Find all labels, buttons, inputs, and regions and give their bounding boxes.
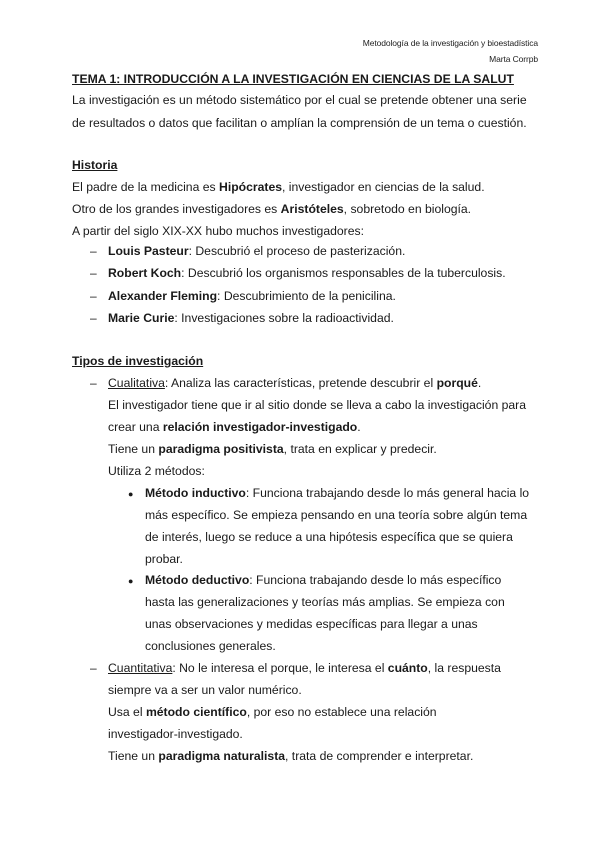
cuantitativa-line-1: Cuantitativa: No le interesa el porque, le interesa el cuánto, la respuesta xyxy=(108,661,501,675)
inductivo-line-2: más específico. Se empieza pensando en una teoría sobre algún tema xyxy=(145,508,528,522)
cualitativa-line-3: crear una relación investigador-investigado. xyxy=(108,420,361,434)
hipocrates-name: Hipócrates xyxy=(219,180,283,194)
intro-line-1: La investigación es un método sistemático por el cual se pretende obtener una serie xyxy=(72,93,527,107)
cualitativa-line-1: Cualitativa: Analiza las características, pretende descubrir el porqué. xyxy=(108,376,482,390)
investigator-item: Louis Pasteur: Descubrió el proceso de pasterización. xyxy=(108,244,406,258)
aristoteles-name: Aristóteles xyxy=(280,202,344,216)
investigator-item: Marie Curie: Investigaciones sobre la radioactividad. xyxy=(108,311,394,325)
cuantitativa-label: Cuantitativa xyxy=(108,661,173,675)
dash-bullet-icon: – xyxy=(90,289,97,303)
historia-paragraph-3: A partir del siglo XIX-XX hubo muchos investigadores: xyxy=(72,224,364,238)
inductivo-line-3: de interés, luego se reduce a una hipótesis específica que se quiera xyxy=(145,530,513,544)
deductivo-line-1: Método deductivo: Funciona trabajando desde lo más específico xyxy=(145,573,502,587)
deductivo-line-2: hasta las generalizaciones y teorías más amplias. Se empieza con xyxy=(145,595,505,609)
dash-bullet-icon: – xyxy=(90,266,97,280)
document-title: TEMA 1: INTRODUCCIÓN A LA INVESTIGACIÓN EN CIENCIAS DE LA SALUT xyxy=(72,72,514,86)
cuantitativa-line-4: investigador-investigado. xyxy=(108,727,243,741)
deductivo-line-3: unas observaciones y medidas específicas para llegar a unas xyxy=(145,617,478,631)
historia-heading: Historia xyxy=(72,158,118,172)
cualitativa-line-5: Utiliza 2 métodos: xyxy=(108,464,205,478)
cualitativa-label: Cualitativa xyxy=(108,376,165,390)
tipos-heading: Tipos de investigación xyxy=(72,354,204,368)
cualitativa-line-2: El investigador tiene que ir al sitio donde se lleva a cabo la investigación para xyxy=(108,398,527,412)
dash-bullet-icon: – xyxy=(90,311,97,325)
cuantitativa-line-2: siempre va a ser un valor numérico. xyxy=(108,683,302,697)
historia-paragraph-1: El padre de la medicina es Hipócrates, investigador en ciencias de la salud. xyxy=(72,180,485,194)
investigator-item: Robert Koch: Descubrió los organismos responsables de la tuberculosis. xyxy=(108,266,506,280)
dash-bullet-icon: – xyxy=(90,661,97,675)
historia-paragraph-2: Otro de los grandes investigadores es Aristóteles, sobretodo en biología. xyxy=(72,202,472,216)
investigator-item: Alexander Fleming: Descubrimiento de la penicilina. xyxy=(108,289,396,303)
cuantitativa-line-3: Usa el método científico, por eso no establece una relación xyxy=(108,705,437,719)
cualitativa-line-4: Tiene un paradigma positivista, trata en explicar y predecir. xyxy=(108,442,437,456)
dash-bullet-icon: – xyxy=(90,376,97,390)
dash-bullet-icon: – xyxy=(90,244,97,258)
page-header xyxy=(363,35,538,67)
cuantitativa-line-5: Tiene un paradigma naturalista, trata de comprender e interpretar. xyxy=(108,749,474,763)
header-author: Marta Corrpb xyxy=(489,54,538,64)
round-bullet-icon: ● xyxy=(128,576,134,586)
inductivo-line-4: probar. xyxy=(145,552,183,566)
round-bullet-icon: ● xyxy=(128,489,134,499)
deductivo-line-4: conclusiones generales. xyxy=(145,639,276,653)
inductivo-line-1: Método inductivo: Funciona trabajando desde lo más general hacia lo xyxy=(145,486,530,500)
intro-line-2: de resultados o datos que facilitan o amplían la comprensión de un tema o cuestión. xyxy=(72,116,527,130)
header-course: Metodología de la investigación y bioestadística xyxy=(362,38,538,48)
